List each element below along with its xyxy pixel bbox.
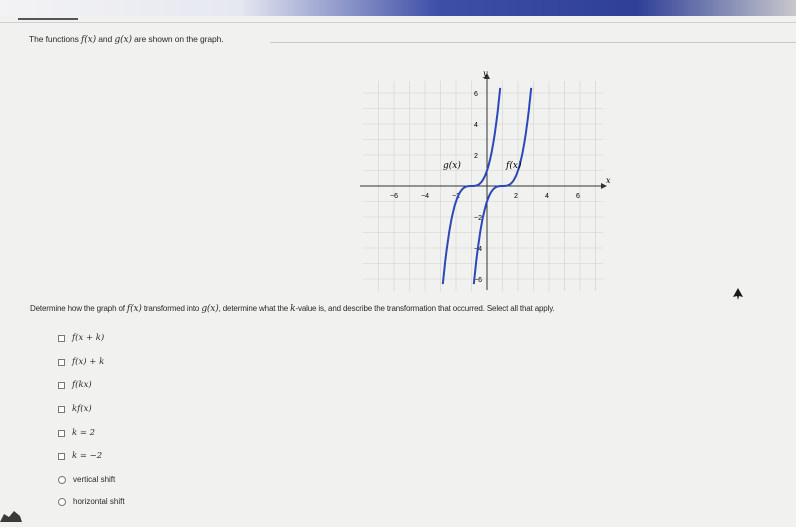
graph-svg: [360, 68, 610, 293]
question-part: Determine how the graph of: [30, 304, 127, 313]
x-tick-label: 4: [545, 193, 549, 200]
prompt-part: are shown on the graph.: [131, 34, 224, 44]
option-label: f(x + k): [72, 333, 105, 343]
checkbox[interactable]: [58, 453, 65, 460]
checkbox[interactable]: [58, 476, 66, 484]
option-label: horizontal shift: [73, 497, 125, 506]
checkbox[interactable]: [58, 335, 65, 342]
y-tick-label: 2: [474, 153, 478, 160]
prompt-divider: [270, 42, 796, 43]
prompt-g: g(x): [114, 35, 132, 45]
prompt-text: [29, 34, 224, 45]
checkbox[interactable]: [58, 430, 65, 437]
y-axis-label: y: [483, 69, 488, 78]
question-part: -value is, and describe the transformation that occurred. Select all that apply.: [295, 304, 555, 313]
question-f: f(x): [126, 304, 142, 314]
option-label: f(x) + k: [72, 357, 105, 367]
prompt-part: The functions: [29, 34, 81, 44]
y-tick-label: −6: [474, 277, 482, 284]
question-g: g(x): [201, 304, 219, 314]
x-tick-label: 2: [514, 193, 518, 200]
checkbox[interactable]: [58, 359, 65, 366]
option-horizontal-shift[interactable]: [58, 497, 125, 506]
question-text: [30, 304, 555, 314]
top-divider: [0, 22, 796, 23]
checkbox[interactable]: [58, 406, 65, 413]
header-rule: [18, 18, 78, 20]
checkbox[interactable]: [58, 498, 66, 506]
y-tick-label: 6: [474, 91, 478, 98]
axes: [360, 73, 607, 290]
option-k-equals-2[interactable]: [58, 428, 95, 438]
option-label: f(kx): [72, 380, 92, 390]
option-f-x-plus-k-outside[interactable]: [58, 357, 104, 367]
corner-smudge-icon: [0, 508, 22, 527]
x-tick-label: 6: [576, 193, 580, 200]
x-tick-label: −2: [452, 193, 460, 200]
prompt-part: and: [96, 34, 115, 44]
option-label: kf(x): [72, 404, 92, 414]
x-axis-label: x: [606, 176, 611, 185]
x-tick-label: −4: [421, 193, 429, 200]
y-tick-label: −4: [474, 246, 482, 253]
x-tick-label: −6: [390, 193, 398, 200]
option-f-kx[interactable]: [58, 380, 92, 390]
option-f-x-plus-k[interactable]: [58, 333, 104, 343]
g-curve-label: g(x): [443, 161, 461, 171]
function-graph: [360, 68, 610, 293]
option-label: vertical shift: [73, 475, 116, 484]
option-label: k = 2: [72, 428, 96, 438]
checkbox[interactable]: [58, 382, 65, 389]
question-part: transformed into: [141, 304, 202, 313]
tick-labels: [390, 91, 580, 284]
prompt-f: f(x): [81, 35, 97, 45]
y-tick-label: −2: [474, 215, 482, 222]
y-tick-label: 4: [474, 122, 478, 129]
option-vertical-shift[interactable]: [58, 475, 115, 484]
question-k: k: [290, 304, 296, 314]
option-k-equals-neg-2[interactable]: [58, 451, 102, 461]
option-label: k = −2: [72, 451, 103, 461]
question-part: , determine what the: [218, 304, 291, 313]
mouse-cursor-icon: [733, 287, 743, 305]
browser-top-bar: [0, 0, 796, 16]
f-curve-label: f(x): [506, 161, 522, 171]
option-kf-x[interactable]: [58, 404, 92, 414]
